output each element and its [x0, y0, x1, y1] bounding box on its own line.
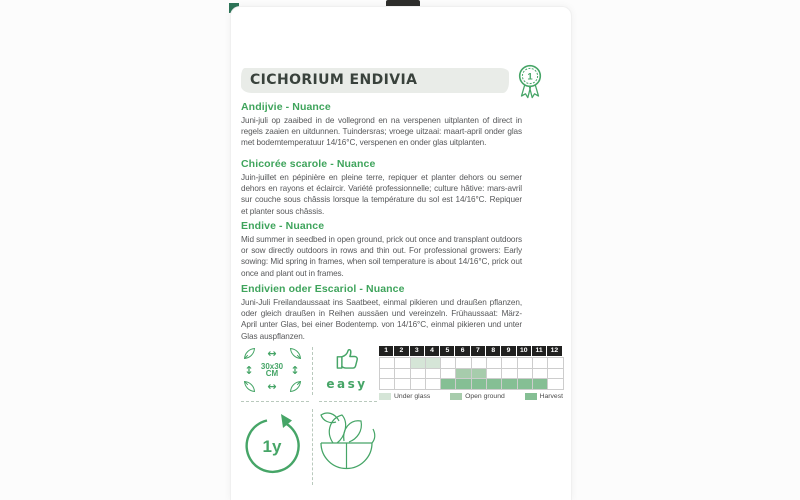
calendar-legend — [379, 393, 563, 400]
calendar-month-header: 3 — [410, 346, 424, 356]
thumbs-up-icon — [334, 345, 361, 372]
calendar-cell — [456, 369, 471, 380]
badge-number: 1 — [527, 71, 533, 83]
award-rosette-icon — [515, 64, 545, 100]
calendar-month-header-row — [379, 346, 565, 356]
legend-item — [379, 393, 430, 400]
legend-label: Under glass — [394, 392, 431, 400]
page-title: CICHORIUM ENDIVIA — [250, 72, 418, 88]
calendar-cell — [456, 379, 471, 390]
calendar-cell — [502, 379, 517, 390]
leaf-icon — [243, 380, 256, 393]
calendar-cell — [441, 369, 456, 380]
calendar-cell — [502, 358, 517, 369]
calendar-cell — [426, 358, 441, 369]
legend-label: Harvest — [539, 392, 563, 400]
legend-swatch — [379, 393, 391, 400]
packet-label — [230, 6, 572, 500]
calendar-cell — [548, 379, 563, 390]
calendar-month-header: 1 — [379, 346, 393, 356]
legend-item — [525, 393, 563, 400]
lifecycle-block — [243, 413, 303, 477]
calendar-cell — [533, 379, 548, 390]
calendar-month-header: 5 — [440, 346, 454, 356]
horizontal-arrow-icon: ↔ — [267, 347, 277, 360]
legend-label: Open ground — [465, 392, 505, 400]
section-body: Mid summer in seedbed in open ground, prick out once and transplant outdoors or sow directly outdoors in rows and thin out. For professional growers: Early sowing: Mid spring in frames, when soil temperature is about 14/16°C, prick out once and plant out in frames. — [241, 235, 522, 278]
divider-vertical-top — [312, 347, 313, 395]
calendar-cell — [411, 369, 426, 380]
section-heading: Chicorée scarole - Nuance — [241, 158, 376, 170]
calendar-cell — [380, 358, 395, 369]
horizontal-arrow-icon: ↔ — [267, 380, 277, 393]
calendar-month-header: 11 — [532, 346, 546, 356]
calendar-month-header: 12 — [547, 346, 561, 356]
section-german — [241, 283, 522, 342]
section-heading: Endivien oder Escariol - Nuance — [241, 283, 405, 295]
calendar-cell — [411, 379, 426, 390]
calendar-cell — [533, 369, 548, 380]
calendar-cell — [411, 358, 426, 369]
leaf-icon — [243, 347, 256, 360]
calendar-month-header: 7 — [471, 346, 485, 356]
calendar-month-header: 6 — [455, 346, 469, 356]
calendar-cell — [426, 379, 441, 390]
spacing-dimensions: 30x30 CM — [260, 361, 284, 378]
calendar-cell — [502, 369, 517, 380]
calendar-cell — [395, 379, 410, 390]
calendar-cell — [518, 358, 533, 369]
section-english — [241, 220, 522, 279]
legend-swatch — [450, 393, 462, 400]
calendar-cell — [472, 369, 487, 380]
leaf-icon — [289, 380, 302, 393]
section-heading: Endive - Nuance — [241, 220, 325, 232]
title-band — [241, 68, 509, 93]
section-dutch — [241, 101, 522, 149]
calendar-cell — [441, 358, 456, 369]
salad-bowl-block — [317, 409, 377, 481]
section-body: Juin-juillet en pépinière en pleine terre, repiquer et planter dehors ou semer dehors en rayons et éclaircir. Variété professionnelle; culture hâtive: mars-avril sur couche sous châssis lorsque la température du sol est 14/16°C. Repiquer et planter sous châssis. — [241, 173, 522, 216]
calendar-grid — [379, 357, 564, 390]
lifecycle-label: 1y — [262, 437, 282, 456]
calendar-month-header: 10 — [517, 346, 531, 356]
calendar-month-header: 2 — [394, 346, 408, 356]
calendar-cell — [426, 369, 441, 380]
calendar-cell — [548, 358, 563, 369]
difficulty-label: easy — [326, 377, 368, 391]
calendar-cell — [441, 379, 456, 390]
vertical-arrow-icon: ↕ — [244, 363, 254, 377]
legend-swatch — [525, 393, 537, 400]
calendar-cell — [487, 379, 502, 390]
plant-spacing-icon — [239, 345, 311, 395]
calendar-month-header: 8 — [486, 346, 500, 356]
leaf-icon — [289, 347, 302, 360]
calendar-month-header: 9 — [501, 346, 515, 356]
vertical-arrow-icon: ↕ — [290, 363, 300, 377]
calendar-cell — [472, 379, 487, 390]
calendar-cell — [456, 358, 471, 369]
difficulty-block — [319, 345, 375, 397]
calendar-cell — [533, 358, 548, 369]
calendar-cell — [395, 369, 410, 380]
calendar-cell — [472, 358, 487, 369]
calendar-cell — [548, 369, 563, 380]
section-french — [241, 158, 522, 217]
calendar-cell — [395, 358, 410, 369]
divider-vertical-bottom — [312, 409, 313, 485]
sowing-calendar — [379, 346, 565, 400]
section-body: Juni-juli op zaaibed in de vollegrond en na verspenen uitplanten of direct in regels zaaien en uitdunnen. Tuindersras; vroege uitzaai: maart-april onder glas met bodemtemperatuur 14/16°C, verspenen en onder glas uitplanten. — [241, 116, 522, 148]
section-heading: Andijvie - Nuance — [241, 101, 331, 113]
section-body: Juni-Juli Freilandaussaat ins Saatbeet, einmal pikieren und draußen pflanzen, oder gleich draußen in Reihen aussäen und vereinzeln. Frühaussaat: März-April unter Glas, bei einer Bodentemp. von 14/16°C, einmal pikieren und unter Glas auspflanzen. — [241, 298, 522, 341]
calendar-cell — [487, 369, 502, 380]
divider-horizontal-left — [241, 401, 309, 402]
annual-cycle-icon — [243, 413, 303, 477]
legend-item — [450, 393, 505, 400]
divider-horizontal-right — [319, 401, 377, 402]
calendar-month-header: 4 — [425, 346, 439, 356]
calendar-cell — [518, 369, 533, 380]
calendar-cell — [518, 379, 533, 390]
calendar-cell — [380, 379, 395, 390]
salad-bowl-icon — [317, 409, 377, 481]
calendar-cell — [487, 358, 502, 369]
calendar-cell — [380, 369, 395, 380]
